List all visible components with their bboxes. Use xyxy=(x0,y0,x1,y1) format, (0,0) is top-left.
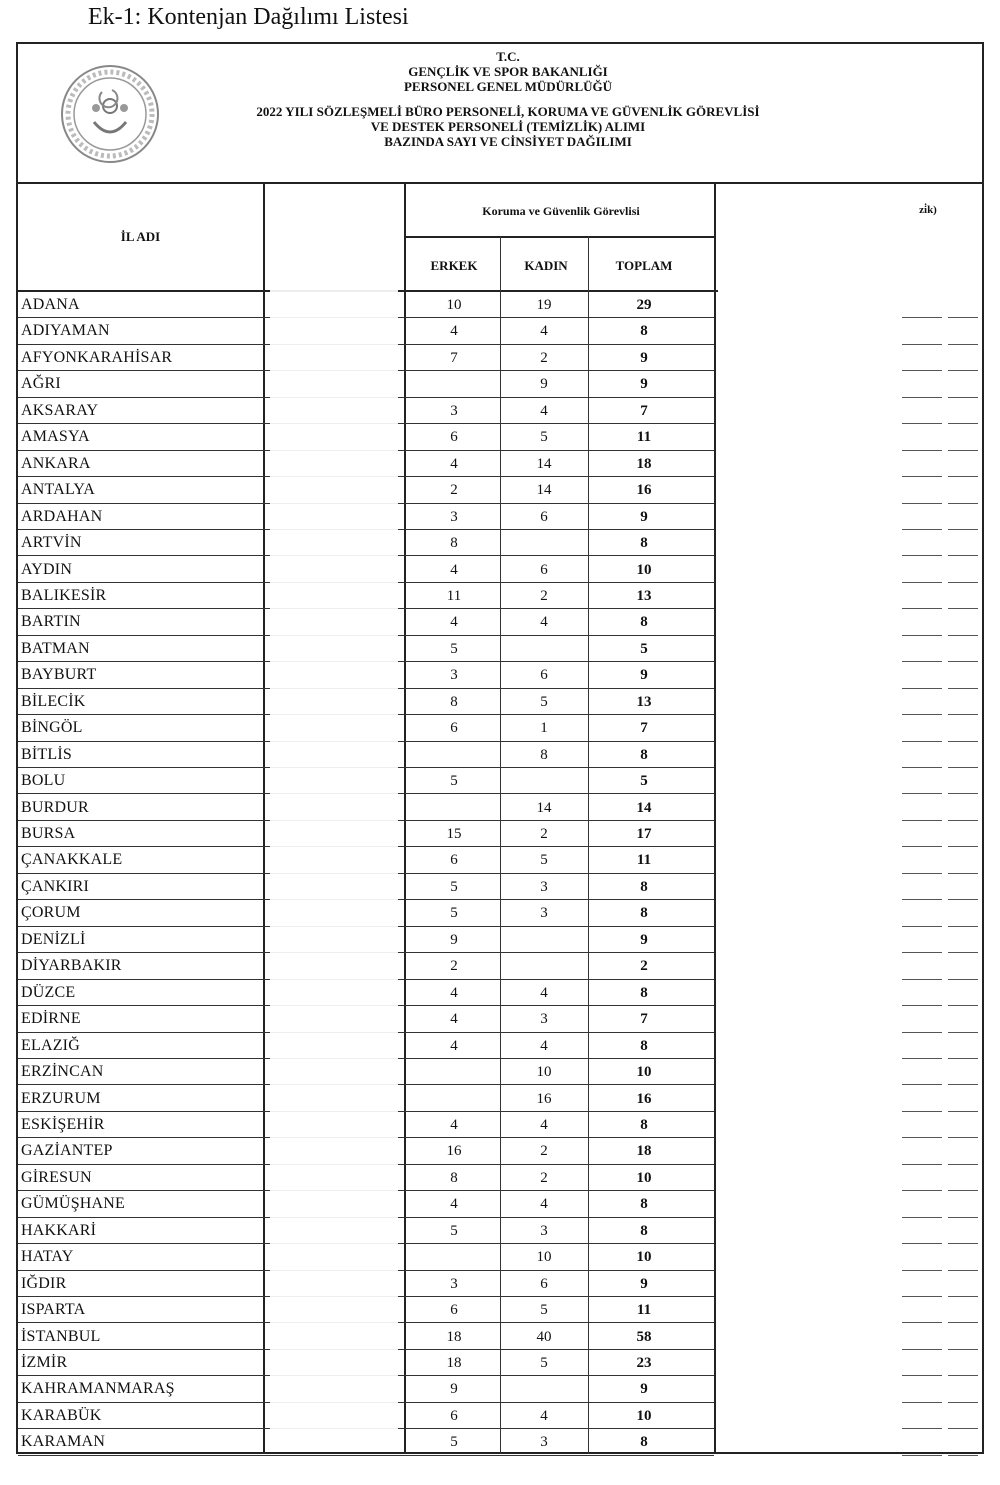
cell-il-adi: DİYARBAKIR xyxy=(21,957,122,975)
cell-il-adi: ANTALYA xyxy=(21,481,96,499)
cell-il-adi: ÇANKIRI xyxy=(21,877,90,895)
cell-kadin: 14 xyxy=(536,799,552,816)
cell-toplam: 8 xyxy=(640,1196,648,1213)
cell-erkek: 18 xyxy=(446,1355,462,1371)
cell-il-adi: ADIYAMAN xyxy=(21,322,110,340)
header-line: T.C. xyxy=(496,49,520,64)
cell-erkek: 3 xyxy=(450,667,458,684)
cell-kadin: 10 xyxy=(536,1064,552,1081)
cell-il-adi: DENİZLİ xyxy=(21,930,86,948)
cell-kadin: 3 xyxy=(540,1434,548,1451)
cell-il-adi: GAZİANTEP xyxy=(21,1142,113,1160)
cell-erkek: 4 xyxy=(450,984,458,1001)
cell-erkek: 4 xyxy=(450,614,458,631)
cell-il-adi: ANKARA xyxy=(21,454,91,472)
cell-il-adi: BOLU xyxy=(21,772,66,790)
cell-il-adi: BURDUR xyxy=(21,798,89,816)
cell-il-adi: BURSA xyxy=(21,825,76,842)
cell-kadin: 2 xyxy=(540,1169,548,1186)
cell-erkek: 4 xyxy=(450,1037,458,1054)
cell-erkek: 5 xyxy=(450,905,458,922)
cell-il-adi: BAYBURT xyxy=(21,666,97,684)
cell-toplam: 8 xyxy=(640,535,648,552)
cell-toplam: 9 xyxy=(640,376,648,393)
header-divider xyxy=(406,236,716,238)
column-header-erkek: ERKEK xyxy=(430,258,478,273)
cell-erkek: 15 xyxy=(446,826,462,842)
cell-toplam: 13 xyxy=(636,587,652,604)
cell-toplam: 11 xyxy=(636,852,652,869)
cell-il-adi: BARTIN xyxy=(21,613,81,631)
cell-il-adi: BATMAN xyxy=(21,639,90,657)
cell-kadin: 4 xyxy=(540,984,548,1001)
cell-erkek: 5 xyxy=(450,773,458,790)
cell-kadin: 6 xyxy=(540,1275,548,1292)
cell-kadin: 1 xyxy=(540,720,548,737)
cell-toplam: 16 xyxy=(636,482,652,499)
cell-kadin: 5 xyxy=(540,1302,548,1319)
cell-kadin: 6 xyxy=(540,667,548,684)
cell-erkek: 8 xyxy=(450,1169,458,1186)
cell-toplam: 9 xyxy=(640,931,648,948)
cell-erkek: 5 xyxy=(450,878,458,895)
cell-kadin: 3 xyxy=(540,905,548,922)
cell-kadin: 3 xyxy=(540,878,548,895)
cell-il-adi: AKSARAY xyxy=(21,401,99,419)
cell-toplam: 8 xyxy=(640,1434,648,1451)
cell-kadin: 2 xyxy=(540,826,548,842)
cell-il-adi: ARDAHAN xyxy=(21,507,103,525)
row-rule xyxy=(18,1455,404,1456)
document-header xyxy=(18,44,982,184)
cell-erkek: 8 xyxy=(450,693,458,710)
cell-toplam: 10 xyxy=(636,561,652,578)
cell-toplam: 7 xyxy=(640,402,648,419)
cell-kadin: 4 xyxy=(540,614,548,631)
column-header-il: İL ADI xyxy=(120,229,161,244)
cell-il-adi: GÜMÜŞHANE xyxy=(21,1195,126,1213)
cell-toplam: 10 xyxy=(636,1407,652,1424)
cell-erkek: 4 xyxy=(450,323,458,340)
cell-erkek: 16 xyxy=(446,1143,462,1160)
cell-erkek: 6 xyxy=(450,1407,458,1424)
cell-il-adi: HAKKARİ xyxy=(21,1221,97,1239)
cell-kadin: 6 xyxy=(540,561,548,578)
cell-il-adi: AYDIN xyxy=(21,560,73,578)
partial-right-header: zi̇k) xyxy=(919,204,937,216)
cell-il-adi: AMASYA xyxy=(21,428,90,446)
cell-toplam: 8 xyxy=(640,323,648,340)
cell-il-adi: BİNGÖL xyxy=(21,719,83,737)
cell-toplam: 7 xyxy=(640,720,648,737)
cell-kadin: 4 xyxy=(540,323,548,340)
cell-toplam: 17 xyxy=(636,826,652,842)
cell-erkek: 4 xyxy=(450,1011,458,1028)
cell-kadin: 4 xyxy=(540,1196,548,1213)
cell-erkek: 8 xyxy=(450,535,458,552)
cell-kadin: 40 xyxy=(536,1328,552,1345)
cell-kadin: 4 xyxy=(540,1407,548,1424)
cell-toplam: 13 xyxy=(636,693,652,710)
cell-il-adi: ADANA xyxy=(21,296,80,313)
table-frame xyxy=(16,42,984,1454)
cell-il-adi: BİTLİS xyxy=(21,745,72,763)
row-rule-fragment xyxy=(902,1455,942,1456)
cell-kadin: 5 xyxy=(540,1355,548,1371)
cell-kadin: 14 xyxy=(536,455,552,472)
cell-kadin: 6 xyxy=(540,508,548,525)
ministry-seal-icon xyxy=(58,62,162,166)
cell-il-adi: EDİRNE xyxy=(21,1010,81,1028)
header-text xyxy=(158,49,858,149)
cell-toplam: 9 xyxy=(640,508,648,525)
cell-il-adi: KARABÜK xyxy=(21,1406,102,1424)
cell-erkek: 4 xyxy=(450,1116,458,1133)
cell-erkek: 3 xyxy=(450,508,458,525)
cell-toplam: 10 xyxy=(636,1169,652,1186)
cell-toplam: 9 xyxy=(640,1275,648,1292)
cell-il-adi: ÇORUM xyxy=(21,904,81,922)
cell-il-adi: ERZİNCAN xyxy=(21,1063,104,1081)
cell-toplam: 7 xyxy=(640,1011,648,1028)
cell-erkek: 6 xyxy=(450,852,458,869)
cell-kadin: 3 xyxy=(540,1011,548,1028)
cell-kadin: 5 xyxy=(540,429,548,446)
cell-erkek: 3 xyxy=(450,1275,458,1292)
cell-kadin: 16 xyxy=(536,1090,552,1107)
cell-erkek: 5 xyxy=(450,1434,458,1451)
cell-il-adi: DÜZCE xyxy=(21,983,76,1001)
cell-kadin: 5 xyxy=(540,852,548,869)
cell-toplam: 5 xyxy=(640,640,648,657)
cell-il-adi: IĞDIR xyxy=(21,1274,67,1292)
cell-erkek: 9 xyxy=(450,1381,458,1398)
header-line: 2022 YILI SÖZLEŞMELİ BÜRO PERSONELİ, KORUMA VE GÜVENLİK GÖREVLİSİ xyxy=(256,104,760,119)
cell-erkek: 9 xyxy=(450,931,458,948)
cell-kadin: 2 xyxy=(540,349,548,366)
cell-kadin: 2 xyxy=(540,587,548,604)
cell-il-adi: ERZURUM xyxy=(21,1089,101,1107)
document-title: Ek-1: Kontenjan Dağılımı Listesi xyxy=(88,4,409,30)
row-rule-fragment xyxy=(948,1455,978,1456)
cell-erkek: 6 xyxy=(450,720,458,737)
column-group-header: Koruma ve Güvenlik Görevlisi xyxy=(482,204,640,218)
cell-toplam: 5 xyxy=(640,773,648,790)
cell-erkek: 6 xyxy=(450,1302,458,1319)
cell-il-adi: ELAZIĞ xyxy=(21,1036,80,1054)
cell-toplam: 58 xyxy=(636,1328,652,1345)
cell-erkek: 11 xyxy=(446,587,462,604)
cell-kadin: 19 xyxy=(536,297,552,313)
cell-kadin: 10 xyxy=(536,1249,552,1266)
redaction-mask xyxy=(270,190,398,1452)
cell-erkek: 5 xyxy=(450,640,458,657)
cell-toplam: 8 xyxy=(640,746,648,763)
cell-erkek: 2 xyxy=(450,482,458,499)
cell-erkek: 18 xyxy=(446,1328,462,1345)
column-header-kadin: KADIN xyxy=(524,258,568,273)
cell-kadin: 14 xyxy=(536,482,552,499)
cell-il-adi: BİLECİK xyxy=(21,692,86,710)
cell-toplam: 8 xyxy=(640,614,648,631)
cell-toplam: 8 xyxy=(640,878,648,895)
cell-toplam: 9 xyxy=(640,667,648,684)
cell-kadin: 2 xyxy=(540,1143,548,1160)
header-line: VE DESTEK PERSONELİ (TEMİZLİK) ALIMI xyxy=(370,119,646,134)
cell-erkek: 4 xyxy=(450,561,458,578)
cell-toplam: 10 xyxy=(636,1064,652,1081)
header-line: BAZINDA SAYI VE CİNSİYET DAĞILIMI xyxy=(384,134,632,149)
cell-il-adi: KARAMAN xyxy=(21,1433,106,1451)
cell-il-adi: AĞRI xyxy=(21,375,61,393)
cell-toplam: 11 xyxy=(636,429,652,446)
cell-kadin: 4 xyxy=(540,1116,548,1133)
cell-kadin: 8 xyxy=(540,746,548,763)
column-header-toplam: TOPLAM xyxy=(615,258,673,273)
cell-il-adi: ARTVİN xyxy=(21,534,82,552)
cell-kadin: 4 xyxy=(540,402,548,419)
cell-toplam: 8 xyxy=(640,1116,648,1133)
cell-erkek: 4 xyxy=(450,1196,458,1213)
cell-kadin: 9 xyxy=(540,376,548,393)
cell-toplam: 29 xyxy=(636,297,652,313)
cell-erkek: 5 xyxy=(450,1222,458,1239)
cell-il-adi: İSTANBUL xyxy=(21,1327,101,1345)
cell-il-adi: ÇANAKKALE xyxy=(21,851,123,869)
redaction-mask xyxy=(718,190,898,1452)
cell-toplam: 9 xyxy=(640,349,648,366)
cell-kadin: 3 xyxy=(540,1222,548,1239)
cell-toplam: 8 xyxy=(640,1037,648,1054)
row-rule xyxy=(404,1455,714,1456)
cell-toplam: 8 xyxy=(640,1222,648,1239)
cell-kadin: 4 xyxy=(540,1037,548,1054)
cell-il-adi: İZMİR xyxy=(21,1354,68,1371)
cell-toplam: 2 xyxy=(640,958,648,975)
cell-il-adi: AFYONKARAHİSAR xyxy=(21,348,173,366)
cell-toplam: 16 xyxy=(636,1090,652,1107)
cell-toplam: 11 xyxy=(636,1302,652,1319)
cell-erkek: 10 xyxy=(446,297,462,313)
cell-erkek: 4 xyxy=(450,455,458,472)
cell-toplam: 14 xyxy=(636,799,652,816)
cell-toplam: 18 xyxy=(636,1143,652,1160)
cell-il-adi: ISPARTA xyxy=(21,1301,86,1319)
cell-il-adi: KAHRAMANMARAŞ xyxy=(21,1380,175,1398)
cell-erkek: 7 xyxy=(450,349,458,366)
cell-il-adi: ESKİŞEHİR xyxy=(21,1115,105,1133)
cell-toplam: 8 xyxy=(640,984,648,1001)
cell-toplam: 8 xyxy=(640,905,648,922)
cell-toplam: 9 xyxy=(640,1381,648,1398)
header-line: GENÇLİK VE SPOR BAKANLIĞI xyxy=(408,64,608,79)
cell-kadin: 5 xyxy=(540,693,548,710)
cell-toplam: 18 xyxy=(636,455,652,472)
cell-toplam: 10 xyxy=(636,1249,652,1266)
cell-il-adi: GİRESUN xyxy=(21,1168,92,1186)
header-line: PERSONEL GENEL MÜDÜRLÜĞÜ xyxy=(403,79,613,94)
cell-il-adi: BALIKESİR xyxy=(21,586,107,604)
cell-erkek: 2 xyxy=(450,958,458,975)
cell-erkek: 6 xyxy=(450,429,458,446)
cell-erkek: 3 xyxy=(450,402,458,419)
cell-il-adi: HATAY xyxy=(21,1248,74,1266)
cell-toplam: 23 xyxy=(636,1355,652,1371)
